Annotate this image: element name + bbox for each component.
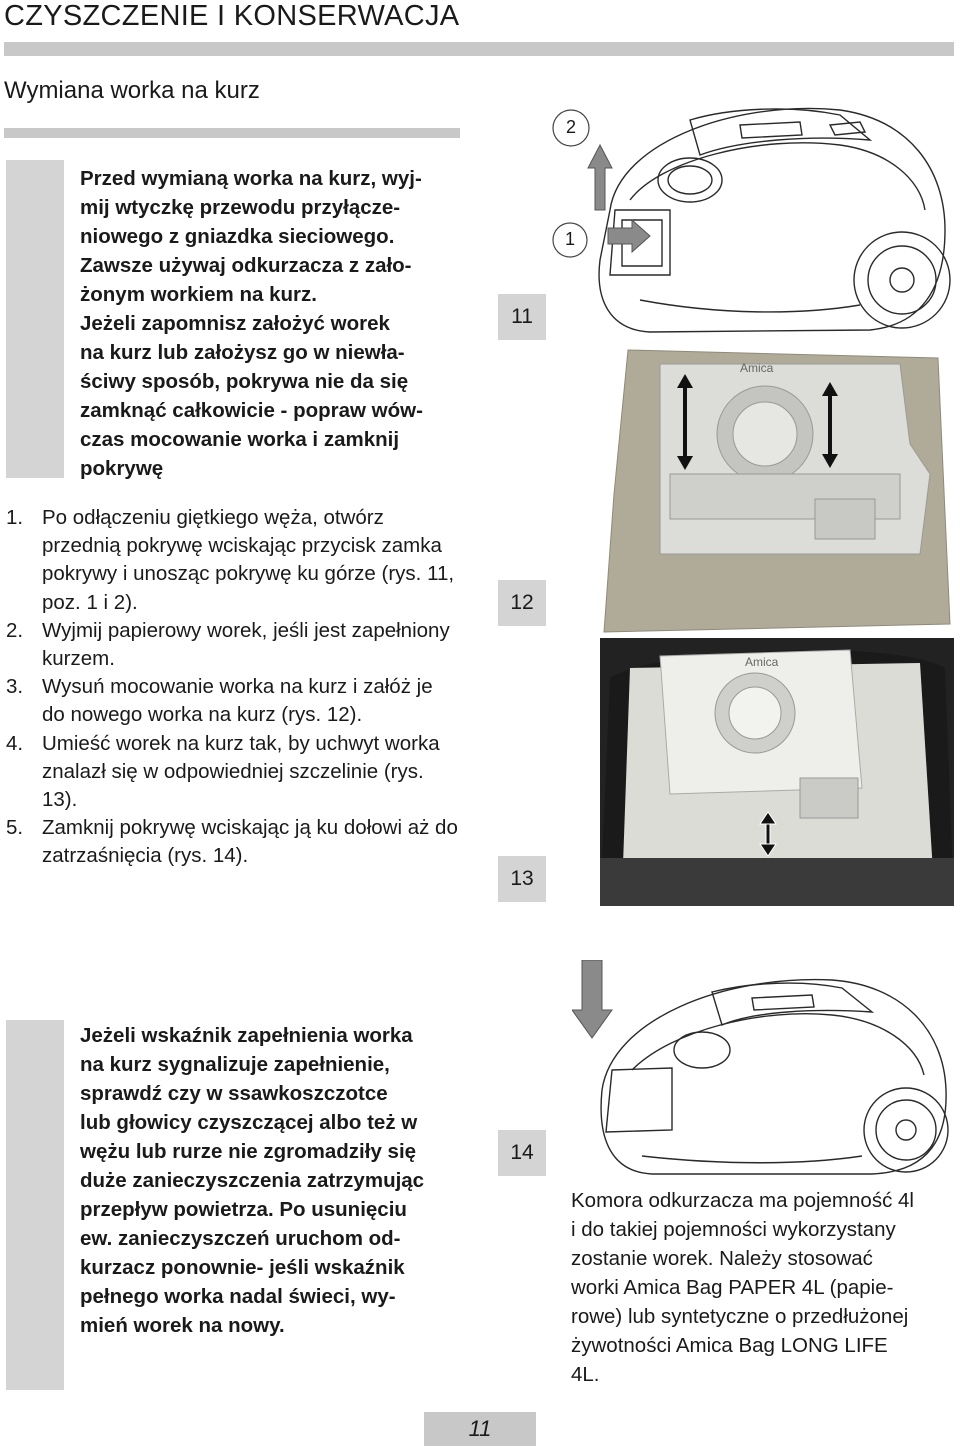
figure-11-label: 11 bbox=[498, 294, 546, 340]
section-rule bbox=[4, 128, 460, 138]
text-line: Przed wymianą worka na kurz, wyj- bbox=[80, 167, 422, 190]
warning-text-2 bbox=[80, 1021, 462, 1340]
text-line: Komora odkurzacza ma pojemność 4l bbox=[571, 1189, 914, 1212]
text-line: sprawdź czy w ssawkoszczotce bbox=[80, 1082, 388, 1105]
text-line: mij wtyczkę przewodu przyłącze- bbox=[80, 196, 401, 219]
text-line: czas mocowanie worka i zamknij bbox=[80, 428, 400, 451]
callout-1: 1 bbox=[564, 229, 575, 249]
text-line: Jeżeli zapomnisz założyć worek bbox=[80, 312, 390, 335]
steps-list bbox=[6, 504, 461, 871]
step-number: 3. bbox=[6, 675, 24, 699]
amica-brand-text: Amica bbox=[745, 655, 779, 669]
figure-14-label: 14 bbox=[498, 1130, 546, 1176]
text-line: na kurz lub założysz go w niewła- bbox=[80, 341, 405, 364]
step-number: 1. bbox=[6, 506, 24, 529]
title-rule bbox=[4, 42, 954, 56]
step-text: Po odłączeniu giętkiego węża, otwórz przednią pokrywę wciskając przycisk zamka pokrywy i unosząc pokrywę ku górze (rys. 11, poz. 1 i 2). bbox=[42, 506, 455, 614]
step-number: 5. bbox=[6, 816, 24, 840]
text-line: 4L. bbox=[571, 1363, 600, 1386]
text-line: pokrywę bbox=[80, 457, 164, 480]
vacuum-closing-lid-illustration bbox=[572, 960, 954, 1182]
figure-12-label: 12 bbox=[498, 580, 546, 626]
text-line: ew. zanieczyszczeń uruchom od- bbox=[80, 1227, 401, 1250]
arrow-down-icon bbox=[572, 960, 612, 1038]
page-title: CZYSZCZENIE I KONSERWACJA bbox=[4, 0, 460, 32]
text-line: przepływ powietrza. Po usunięciu bbox=[80, 1198, 407, 1221]
dust-bag-photo bbox=[600, 344, 954, 636]
text-line: żonym workiem na kurz. bbox=[80, 283, 317, 306]
bag-capacity-note bbox=[571, 1186, 954, 1389]
text-line: kurzacz ponownie- jeśli wskaźnik bbox=[80, 1256, 405, 1279]
step-text: Wysuń mocowanie worka na kurz i załóż je do nowego worka na kurz (rys. 12). bbox=[42, 675, 433, 727]
bag-in-vacuum-photo bbox=[600, 638, 954, 906]
text-line: mień worek na nowy. bbox=[80, 1314, 285, 1337]
figure-13-label: 13 bbox=[498, 856, 546, 902]
step-text: Wyjmij papierowy worek, jeśli jest zapełniony kurzem. bbox=[42, 618, 450, 671]
text-line: niowego z gniazdka sieciowego. bbox=[80, 225, 395, 248]
step-item bbox=[6, 504, 461, 617]
text-line: na kurz sygnalizuje zapełnienie, bbox=[80, 1053, 390, 1076]
text-line: lub głowicy czyszczącej albo też w bbox=[80, 1111, 418, 1134]
step-item bbox=[6, 617, 461, 673]
step-number: 2. bbox=[6, 618, 24, 642]
step-item bbox=[6, 730, 461, 815]
text-line: zostanie worek. Należy stosować bbox=[571, 1247, 873, 1270]
step-item bbox=[6, 814, 461, 870]
section-title: Wymiana worka na kurz bbox=[4, 77, 260, 104]
arrow-up-icon bbox=[588, 145, 612, 210]
text-line: worki Amica Bag PAPER 4L (papie- bbox=[571, 1276, 894, 1299]
step-text: Zamknij pokrywę wciskając ją ku dołowi aż do zatrzaśnięcia (rys. 14). bbox=[42, 816, 458, 868]
page-number: 11 bbox=[424, 1412, 536, 1446]
step-text: Umieść worek na kurz tak, by uchwyt worka znalazł się w odpowiedniej szczelinie (rys. 13). bbox=[42, 731, 440, 812]
vacuum-open-lid-illustration bbox=[540, 100, 954, 340]
text-line: wężu lub rurze nie zgromadziły się bbox=[80, 1140, 417, 1163]
step-item bbox=[6, 673, 461, 729]
text-line: Jeżeli wskaźnik zapełnienia worka bbox=[80, 1024, 413, 1047]
warning-sidebar bbox=[6, 160, 64, 478]
callout-2: 2 bbox=[565, 117, 576, 137]
text-line: żywotności Amica Bag LONG LIFE bbox=[571, 1334, 888, 1357]
step-number: 4. bbox=[6, 731, 24, 755]
warning-text-1 bbox=[80, 164, 462, 483]
warning-sidebar bbox=[6, 1020, 64, 1390]
text-line: zamknąć całkowicie - popraw wów- bbox=[80, 399, 423, 422]
text-line: i do takiej pojemności wykorzystany bbox=[571, 1218, 896, 1241]
text-line: rowe) lub syntetyczne o przedłużonej bbox=[571, 1305, 909, 1328]
text-line: pełnego worka nadal świeci, wy- bbox=[80, 1285, 396, 1308]
text-line: ściwy sposób, pokrywa nie da się bbox=[80, 370, 409, 393]
text-line: duże zanieczyszczenia zatrzymując bbox=[80, 1169, 425, 1192]
text-line: Zawsze używaj odkurzacza z zało- bbox=[80, 254, 412, 277]
amica-brand-text: Amica bbox=[740, 361, 774, 375]
